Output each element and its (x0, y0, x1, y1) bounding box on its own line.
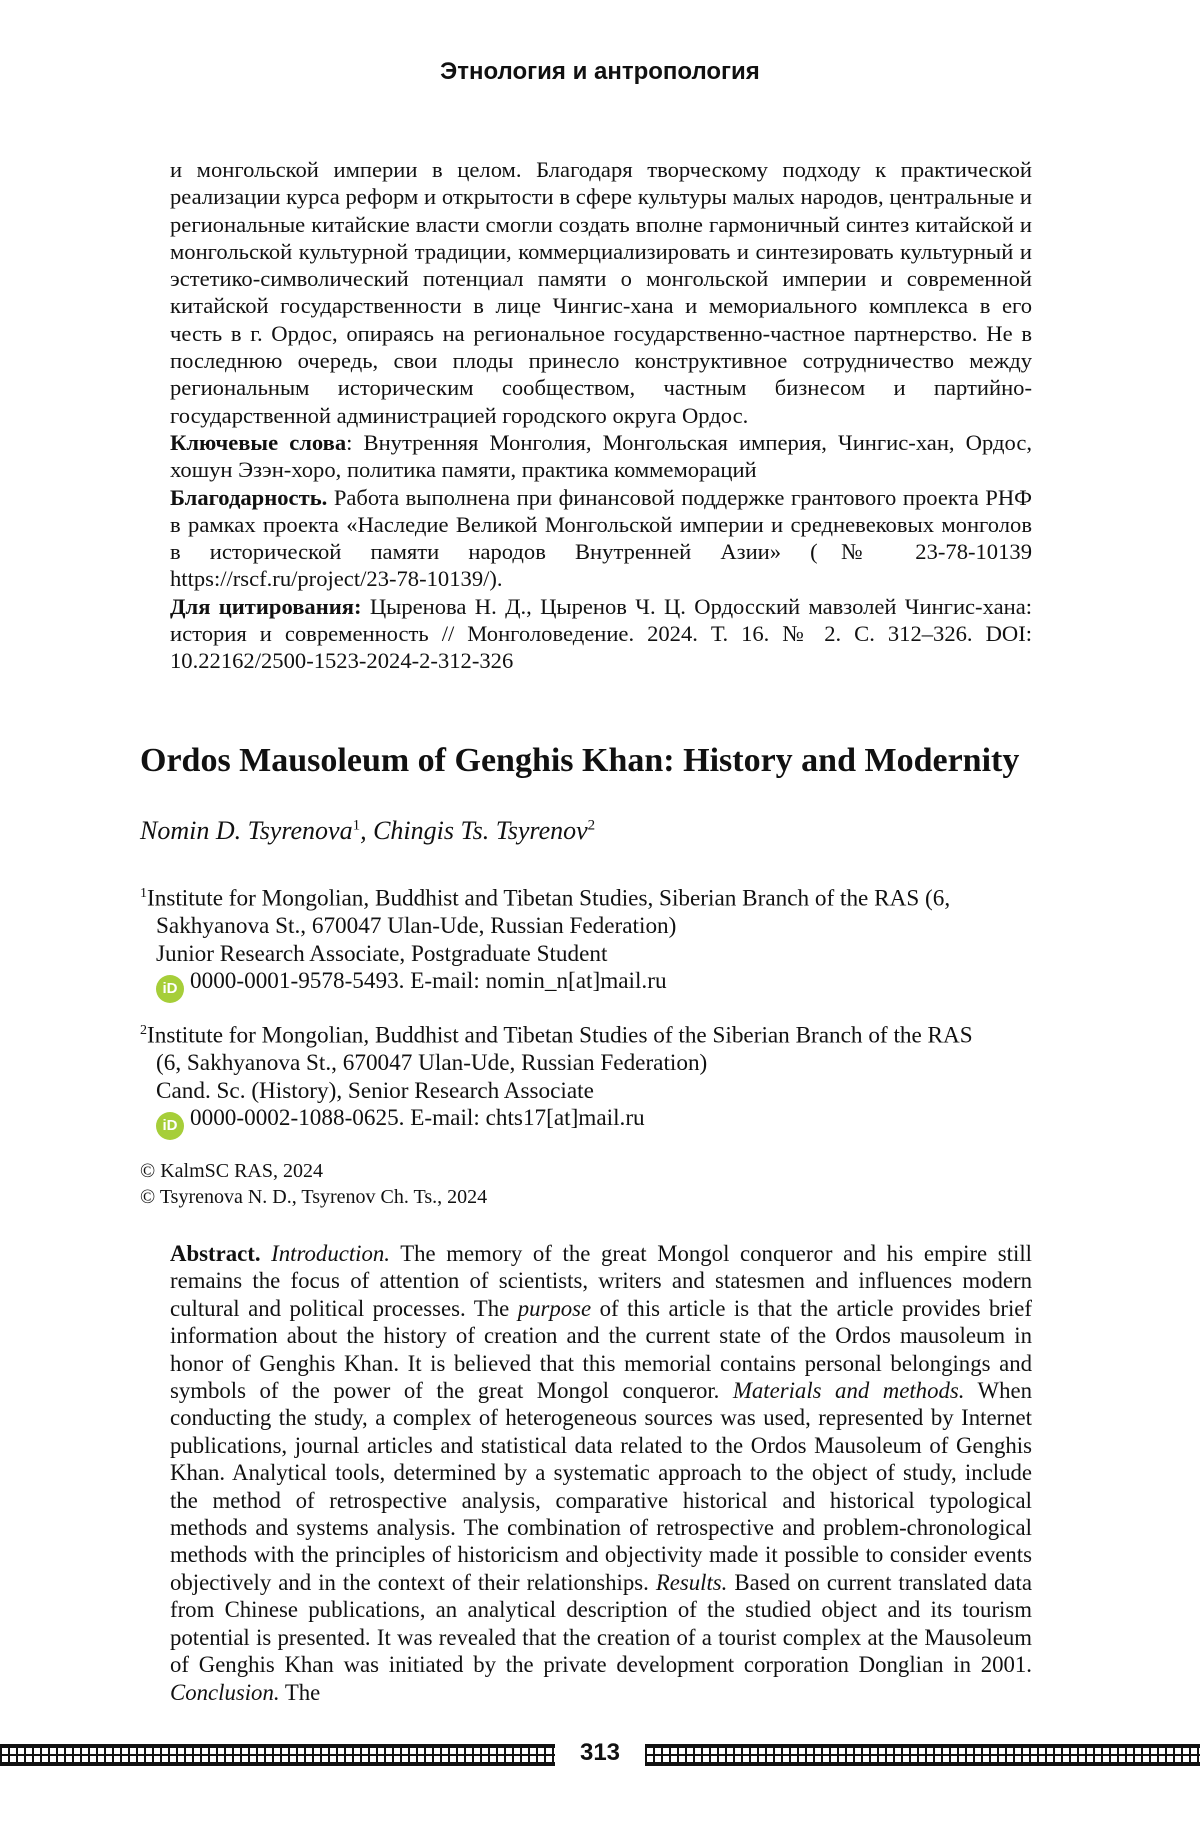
intro-label: Introduction. (271, 1241, 390, 1266)
methods-label: Materials and methods. (732, 1378, 965, 1404)
affiliation-1-orcid (140, 968, 1050, 1003)
page-number: 313 (579, 1739, 621, 1766)
abstract-label: Abstract. (170, 1241, 261, 1266)
affiliation-2-sup: 2 (140, 1023, 147, 1038)
keywords-label: Ключевые слова (170, 429, 347, 455)
citation-label: Для цитирования: (170, 593, 362, 619)
orcid-icon: iD (156, 975, 184, 1003)
citation-text: Цыренова Н. Д., Цыренов Ч. Ц. Ордосский мавзолей Чингис-хана: история и современность // Монголоведение. 2024. Т. 16. № 2. С. 312–326. DOI: 10.22162/2500-1523-2024-2-312-326 (170, 593, 1033, 674)
russian-acknowledgement (170, 484, 1032, 593)
purpose-text: of this article is that the article provides brief information about the history of creation and the current state of the Ordos mausoleum in honor of Genghis Khan. It is believed that this memorial contains personal belongings and symbols of the power of the great Mongol conqueror. (170, 1295, 1032, 1404)
affiliation-1-institute: Institute for Mongolian, Buddhist and Tibetan Studies, Siberian Branch of the RAS (6, (147, 885, 951, 912)
copyright-block (140, 1158, 487, 1210)
affiliation-1-line-1 (140, 880, 1050, 913)
running-header: Этнология и антропология (440, 58, 760, 85)
author-separator: , (360, 816, 374, 845)
acknowledgement-label: Благодарность. (170, 484, 328, 510)
affiliation-2-line-1 (140, 1017, 1050, 1050)
english-article-title: Ordos Mausoleum of Genghis Khan: History and Modernity (140, 742, 1020, 779)
conclusion-text: The (279, 1679, 321, 1705)
russian-abstract-block (170, 156, 1032, 675)
affiliation-1-sup: 1 (140, 886, 147, 901)
conclusion-label: Conclusion. (170, 1679, 280, 1705)
intro-text: The memory of the great Mongol conqueror and his empire still remains the focus of attention of scientists, writers and statesmen and influences modern cultural and political processes. The (170, 1241, 1032, 1321)
affiliation-1 (140, 880, 1050, 1003)
acknowledgement-text: Работа выполнена при финансовой поддержке грантового проекта РНФ в рамках проекта «Наследие Великой Монгольской империи и средневековых монголов в исторической памяти народов Внутренней Азии» (№ 23-78-10139 https://rscf.ru/project/23-78-10139/). (170, 484, 1032, 592)
russian-citation (170, 593, 1032, 675)
meander-ornament-right (645, 1744, 1200, 1766)
affiliation-1-position: Junior Research Associate, Postgraduate Student (156, 940, 608, 967)
russian-abstract-end: и монгольской империи в целом. Благодаря творческому подходу к практической реализации курса реформ и открытости в сфере культуры малых народов, центральные и региональные китайские власти смогли создать вполне гармоничный синтез китайской и монгольской культурной традиции, коммерциализировать и синтезировать культурный и эстетико-символический потенциал памяти о монгольской империи и современной китайской государственности в лице Чингис-хана и мемориального комплекса в его честь в г. Ордос, опираясь на региональное государственно-частное партнерство. Не в последнюю очередь, свои плоды принесло конструктивное сотрудничество между региональным историческим сообществом, частным бизнесом и партийно-государственной администрацией городского округа Ордос. (170, 157, 1032, 428)
keywords-text: : Внутренняя Монголия, Монгольская империя, Чингис-хан, Ордос, хошун Эзэн-хоро, политика памяти, практика коммемораций (170, 429, 1032, 483)
methods-text: When conducting the study, a complex of heterogeneous sources was used, represented by Internet publications, journal articles and statistical data related to the Ordos Mausoleum of Genghis Khan. Analytical tools, determined by a systematic approach to the object of study, include the method of retrospective analysis, comparative historical and historical typological methods and systems analysis. The combination of retrospective and problem-chronological methods with the principles of historicism and objectivity made it possible to consider events objectively and in the context of their relationships. (170, 1378, 1032, 1595)
author-1: Nomin D. Tsyrenova (140, 816, 353, 845)
russian-keywords (170, 429, 1032, 484)
results-label: Results. (655, 1569, 728, 1595)
affiliation-2 (140, 1017, 1050, 1140)
meander-ornament-left (0, 1744, 555, 1766)
orcid-1-text[interactable]: 0000-0001-9578-5493. E-mail: nomin_n[at]mail.ru (190, 967, 667, 994)
affiliation-2-institute: Institute for Mongolian, Buddhist and Tibetan Studies of the Siberian Branch of the RAS (147, 1022, 973, 1049)
author-line (140, 816, 595, 846)
results-text: Based on current translated data from Chinese publications, an analytical description of the studied object and its tourism potential is presented. It was revealed that the creation of a tourist complex at the Mausoleum of Genghis Khan was initiated by the private development corporation Donglian in 2001. (170, 1569, 1032, 1678)
author-2-sup: 2 (587, 817, 596, 834)
copyright-2: © Tsyrenova N. D., Tsyrenov Ch. Ts., 2024 (140, 1186, 488, 1208)
affiliation-1-address: Sakhyanova St., 670047 Ulan-Ude, Russian Federation) (156, 913, 677, 940)
affiliation-2-orcid (140, 1105, 1050, 1140)
author-1-sup: 1 (352, 817, 361, 834)
page-footer (0, 1738, 1200, 1768)
copyright-1: © KalmSC RAS, 2024 (140, 1160, 323, 1182)
author-2: Chingis Ts. Tsyrenov (373, 816, 588, 845)
orcid-2-text[interactable]: 0000-0002-1088-0625. E-mail: chts17[at]mail.ru (190, 1104, 645, 1131)
english-abstract (170, 1240, 1032, 1706)
purpose-label: purpose (517, 1295, 592, 1321)
affiliation-2-position: Cand. Sc. (History), Senior Research Associate (156, 1077, 594, 1104)
orcid-icon: iD (156, 1112, 184, 1140)
affiliation-2-address: (6, Sakhyanova St., 670047 Ulan-Ude, Russian Federation) (156, 1050, 708, 1077)
